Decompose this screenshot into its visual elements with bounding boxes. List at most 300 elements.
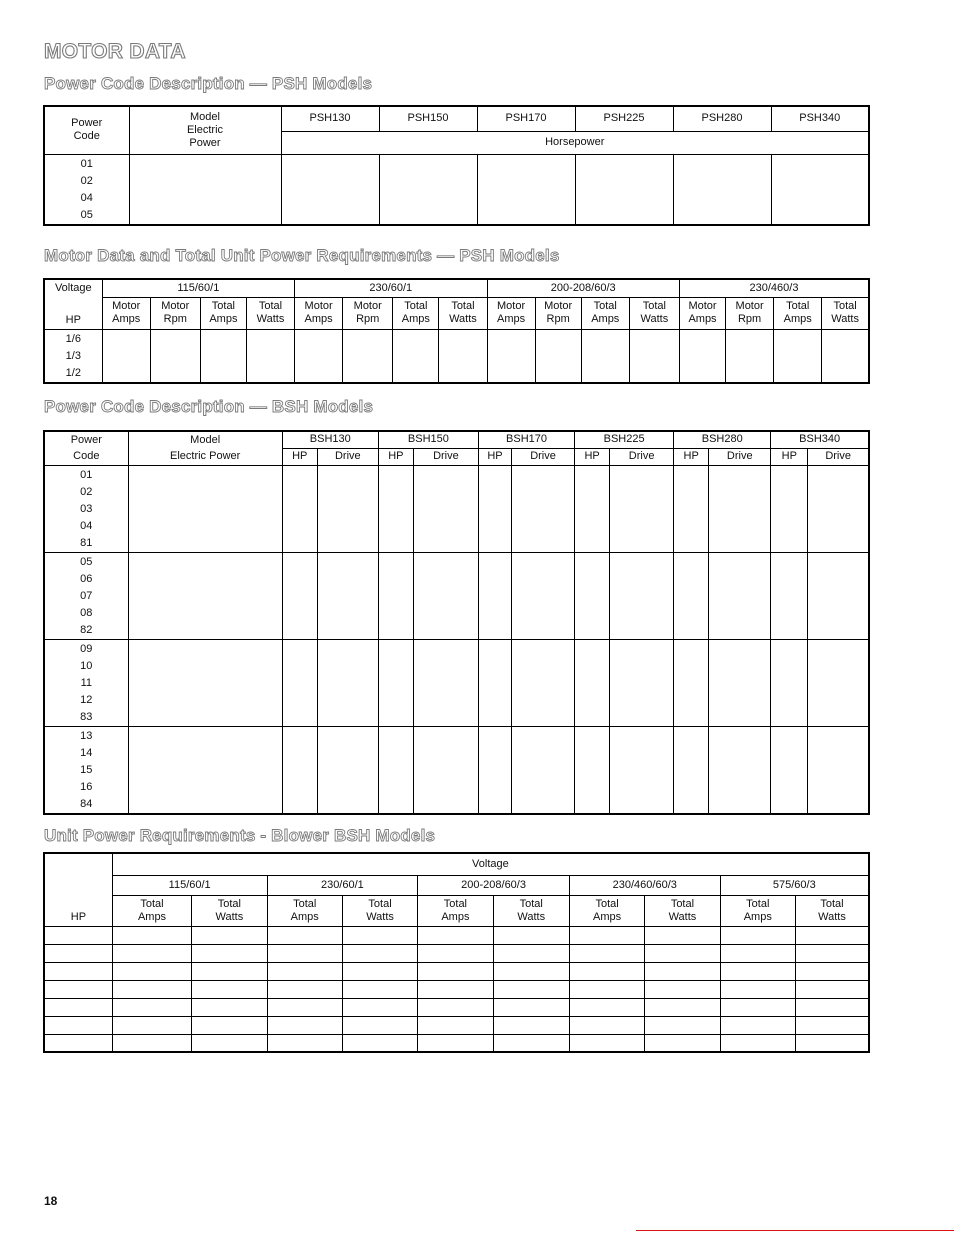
power-code: 12 [80,693,93,706]
voltage-group-200-208-60-3: 200-208/60/3 [418,875,570,895]
empty-cell [795,980,869,998]
empty-cell [112,944,191,962]
power-code-header-line1: Power [71,117,103,130]
subcol-line2: Amps [743,910,772,923]
empty-cell [771,465,808,552]
empty-cell [282,639,317,726]
empty-cell [378,552,413,639]
empty-cell [720,1016,795,1034]
subcol-line2: Rpm [356,313,380,325]
empty-cell [267,1034,342,1052]
subcol-line2: Watts [818,910,846,923]
empty-cell [575,154,673,225]
power-code: 16 [80,780,93,793]
empty-cell [112,926,191,944]
subcol-header-total-watts [493,895,569,926]
empty-cell [295,329,343,383]
empty-cell [200,329,246,383]
empty-cell [645,980,720,998]
table-row [44,1034,869,1052]
empty-cell [726,329,774,383]
subcol-header-motor-amps [295,297,343,329]
empty-cell [413,639,478,726]
empty-cell [267,1016,342,1034]
empty-cell [418,1034,493,1052]
empty-cell [808,726,869,814]
subcol-line1: Motor [688,300,717,312]
subcol-line2: Rpm [546,313,570,325]
psh-motor-data-table [43,278,870,384]
subcol-line1: Motor [353,300,382,312]
empty-cell [192,1034,267,1052]
empty-cell [493,1034,569,1052]
empty-cell [342,1034,417,1052]
page-title: MOTOR DATA [44,40,186,63]
model-header: Model [190,110,220,123]
power-code: 81 [80,536,93,549]
empty-cell [645,1016,720,1034]
empty-cell [393,329,439,383]
hp-value: 1/3 [65,349,81,362]
subcol-line2: Watts [449,313,477,325]
subcol-line1: Motor [496,300,526,312]
subcol-line2: Amps [209,313,238,325]
empty-cell [610,726,674,814]
empty-cell [535,329,581,383]
empty-cell [44,944,112,962]
model-header-psh225: PSH225 [575,106,673,131]
power-code: 04 [80,519,93,532]
subcol-line1: Total [443,897,468,910]
empty-cell [581,329,629,383]
empty-cell [418,962,493,980]
table-row [44,998,869,1016]
empty-cell [267,962,342,980]
drive-subheader: Drive [709,448,771,465]
subcol-line2: Amps [112,313,141,325]
subcol-line2: Watts [215,910,244,923]
empty-cell [342,962,417,980]
empty-cell [709,726,771,814]
voltage-header: Voltage [44,279,102,297]
empty-cell [44,1016,112,1034]
empty-cell [795,1034,869,1052]
empty-cell [487,329,535,383]
subcol-line2: Watts [640,313,669,325]
power-code: 05 [80,208,93,221]
power-code: 10 [80,659,93,672]
empty-cell [379,154,477,225]
empty-cell [674,726,709,814]
empty-cell [281,154,379,225]
subcol-line2: Watts [668,910,697,923]
power-code: 09 [80,642,93,655]
hp-value: 1/2 [65,366,81,379]
horsepower-header: Horsepower [281,131,869,154]
power-code: 07 [80,589,93,602]
model-header-psh280: PSH280 [673,106,771,131]
psh-motor-heading: Motor Data and Total Unit Power Requirements — PSH Models [44,246,560,265]
empty-cell [192,944,267,962]
hp-list [44,329,102,383]
power-code: 06 [80,572,93,585]
subcol-header-total-watts [192,895,267,926]
power-header: Power [44,431,128,448]
empty-cell [771,154,869,225]
subcol-header-motor-rpm [726,297,774,329]
model-electric-power-header [129,106,281,154]
subcol-header-total-amps [720,895,795,926]
empty-cell [808,465,869,552]
empty-cell [129,154,281,225]
empty-cell [569,980,644,998]
voltage-group-200-208-60-3: 200-208/60/3 [487,279,679,297]
empty-cell [44,980,112,998]
electric-header: Electric [186,123,224,136]
empty-cell [493,980,569,998]
empty-cell [493,944,569,962]
subcol-line1: Total [217,897,241,910]
subcol-header-total-watts [439,297,487,329]
subcol-line1: Motor [112,300,141,312]
empty-cell [645,944,720,962]
bsh-power-heading: Power Code Description — BSH Models [44,397,374,416]
empty-cell [439,329,487,383]
hp-subheader: HP [282,448,317,465]
empty-cell [112,1034,191,1052]
power-code: 01 [80,468,93,481]
power-code: 14 [80,746,93,759]
page-number: 18 [44,1194,58,1208]
empty-cell [569,998,644,1016]
hp-value: 1/6 [65,332,81,345]
subcol-line2: Watts [256,313,285,325]
code-header: Code [44,448,128,465]
empty-cell [128,726,282,814]
empty-cell [102,329,150,383]
empty-cell [282,726,317,814]
subcol-line2: Amps [496,313,526,325]
empty-cell [418,998,493,1016]
empty-cell [493,1016,569,1034]
empty-cell [674,639,709,726]
subcol-header-total-watts [342,895,417,926]
empty-cell [645,1034,720,1052]
subcol-line1: Total [404,300,428,312]
subcol-line1: Motor [544,300,573,312]
table-row [44,944,869,962]
hp-subheader: HP [674,448,709,465]
power-code: 02 [80,174,93,187]
subcol-line2: Amps [401,313,430,325]
empty-cell [709,552,771,639]
empty-cell [413,552,478,639]
empty-cell [569,1034,644,1052]
empty-cell [378,726,413,814]
subcol-line1: Total [595,897,619,910]
empty-cell [112,1016,191,1034]
subcol-line1: Total [746,897,770,910]
subcol-line2: Amps [441,910,470,923]
empty-cell [511,465,574,552]
empty-cell [795,944,869,962]
voltage-group-230-60-1: 230/60/1 [267,875,418,895]
empty-cell [575,726,610,814]
voltage-group-115-60-1: 115/60/1 [102,279,294,297]
empty-cell [192,926,267,944]
subcol-line1: Total [368,897,392,910]
empty-cell [674,465,709,552]
model-header-bsh130: BSH130 [282,431,378,448]
subcol-header-motor-amps [487,297,535,329]
empty-cell [418,980,493,998]
empty-cell [192,962,267,980]
power-code: 84 [80,797,93,810]
hp-subheader: HP [378,448,413,465]
subcol-line2: Watts [517,910,546,923]
subcol-header-motor-rpm [535,297,581,329]
empty-cell [192,980,267,998]
subcol-header-total-amps [581,297,629,329]
empty-cell [317,465,378,552]
empty-cell [317,726,378,814]
empty-cell [418,926,493,944]
empty-cell [720,980,795,998]
empty-cell [795,962,869,980]
empty-cell [44,998,112,1016]
hp-subheader: HP [575,448,610,465]
empty-cell [795,926,869,944]
empty-cell [478,552,511,639]
empty-cell [342,944,417,962]
subcol-header-total-amps [774,297,822,329]
empty-cell [44,962,112,980]
subcol-header-total-amps [112,895,191,926]
power-code: 05 [80,555,93,568]
empty-cell [575,639,610,726]
psh-power-heading: Power Code Description — PSH Models [44,74,373,93]
bsh-blower-table [43,852,870,1053]
code-group-4 [44,726,128,814]
subcol-header-total-watts [822,297,869,329]
subcol-line2: Amps [290,910,319,923]
model-header-psh340: PSH340 [771,106,869,131]
empty-cell [720,944,795,962]
empty-cell [493,998,569,1016]
empty-cell [343,329,393,383]
subcol-line1: Total [451,300,475,312]
empty-cell [128,639,282,726]
empty-cell [511,552,574,639]
voltage-group-115-60-1: 115/60/1 [112,875,267,895]
power-code: 03 [80,502,93,515]
empty-cell [808,639,869,726]
model-header-psh130: PSH130 [281,106,379,131]
power-code: 08 [80,606,93,619]
subcol-line1: Total [786,300,810,312]
voltage-group-575-60-3: 575/60/3 [720,875,869,895]
power-code: 02 [80,485,93,498]
empty-cell [771,552,808,639]
drive-subheader: Drive [808,448,869,465]
empty-cell [128,552,282,639]
power-code: 15 [80,763,93,776]
empty-cell [575,552,610,639]
subcol-header-total-watts [246,297,294,329]
empty-cell [795,1016,869,1034]
subcol-line1: Total [593,300,617,312]
subcol-header-total-amps [267,895,342,926]
subcol-line2: Watts [366,910,394,923]
subcol-header-total-watts [629,297,679,329]
code-group-1 [44,465,128,552]
empty-cell [645,926,720,944]
empty-cell [246,329,294,383]
subcol-line1: Total [820,897,844,910]
empty-cell [674,552,709,639]
power-header: Power [189,136,221,149]
empty-cell [774,329,822,383]
empty-cell [720,1034,795,1052]
voltage-group-230-60-1: 230/60/1 [295,279,487,297]
empty-cell [575,465,610,552]
empty-cell [478,465,511,552]
drive-subheader: Drive [511,448,574,465]
empty-cell [478,726,511,814]
subcol-header-motor-amps [102,297,150,329]
psh-power-code-table [43,105,870,226]
subcol-line2: Rpm [163,313,187,325]
empty-cell [267,944,342,962]
subcol-line2: Amps [304,313,333,325]
empty-cell [267,926,342,944]
code-group-3 [44,639,128,726]
empty-cell [282,465,317,552]
bsh-power-code-table [43,430,870,815]
empty-cell [112,962,191,980]
empty-cell [511,726,574,814]
empty-cell [267,980,342,998]
subcol-line1: Motor [304,300,333,312]
power-code: 13 [80,729,93,742]
empty-cell [610,552,674,639]
empty-cell [128,465,282,552]
subcol-line1: Total [670,897,695,910]
voltage-header: Voltage [112,853,869,875]
power-code: 11 [80,676,92,689]
subcol-header-total-watts [795,895,869,926]
electric-power-header: Electric Power [128,448,282,465]
empty-cell [44,926,112,944]
empty-cell [771,726,808,814]
empty-cell [150,329,200,383]
model-header: Model [128,431,282,448]
subcol-header-total-watts [645,895,720,926]
empty-cell [413,726,478,814]
subcol-line1: Total [833,300,857,312]
hp-subheader: HP [478,448,511,465]
empty-cell [342,998,417,1016]
subcol-line1: Total [211,300,236,312]
empty-cell [610,465,674,552]
power-code-header [44,106,129,154]
empty-cell [709,465,771,552]
subcol-line1: Total [293,897,317,910]
hp-header-top [44,853,112,875]
empty-cell [720,926,795,944]
empty-cell [569,926,644,944]
empty-cell [610,639,674,726]
table-row [44,926,869,944]
subcol-header-motor-rpm [343,297,393,329]
empty-cell [418,944,493,962]
subcol-line1: Motor [735,300,764,312]
subcol-header-total-amps [200,297,246,329]
empty-cell [192,1016,267,1034]
empty-cell [267,998,342,1016]
empty-cell [493,962,569,980]
subcol-line1: Total [519,897,543,910]
empty-cell [317,552,378,639]
empty-cell [478,639,511,726]
subcol-line1: Total [642,300,666,312]
empty-cell [795,998,869,1016]
empty-cell [771,639,808,726]
psh-code-list [44,154,129,225]
empty-cell [112,980,191,998]
subcol-line2: Rpm [737,313,762,325]
subcol-line1: Motor [161,300,190,312]
drive-subheader: Drive [413,448,478,465]
power-code: 04 [80,191,93,204]
empty-cell [569,944,644,962]
empty-cell [477,154,575,225]
voltage-group-230-460-60-3: 230/460/60/3 [569,875,720,895]
subcol-line1: Total [140,897,164,910]
empty-cell [378,639,413,726]
empty-cell [493,926,569,944]
empty-cell [569,1016,644,1034]
empty-cell [413,465,478,552]
bsh-blower-heading: Unit Power Requirements - Blower BSH Models [44,826,436,845]
subcol-line2: Amps [593,910,622,923]
empty-cell [511,639,574,726]
drive-subheader: Drive [317,448,378,465]
subcol-line2: Amps [688,313,717,325]
empty-cell [342,980,417,998]
subcol-line2: Amps [783,313,812,325]
model-header-bsh170: BSH170 [478,431,574,448]
empty-cell [679,329,725,383]
empty-cell [720,962,795,980]
model-header-bsh340: BSH340 [771,431,869,448]
empty-cell [44,1034,112,1052]
subcol-header-total-amps [393,297,439,329]
hp-subheader: HP [771,448,808,465]
subcol-header-total-amps [569,895,644,926]
power-code: 82 [80,623,93,636]
empty-cell [378,465,413,552]
table-row [44,980,869,998]
subcol-line2: Watts [831,313,859,325]
subcol-header-motor-amps [679,297,725,329]
empty-cell [282,552,317,639]
drive-subheader: Drive [610,448,674,465]
table-row [44,962,869,980]
voltage-group-230-460-3: 230/460/3 [679,279,869,297]
model-header-psh170: PSH170 [477,106,575,131]
empty-cell [342,1016,417,1034]
